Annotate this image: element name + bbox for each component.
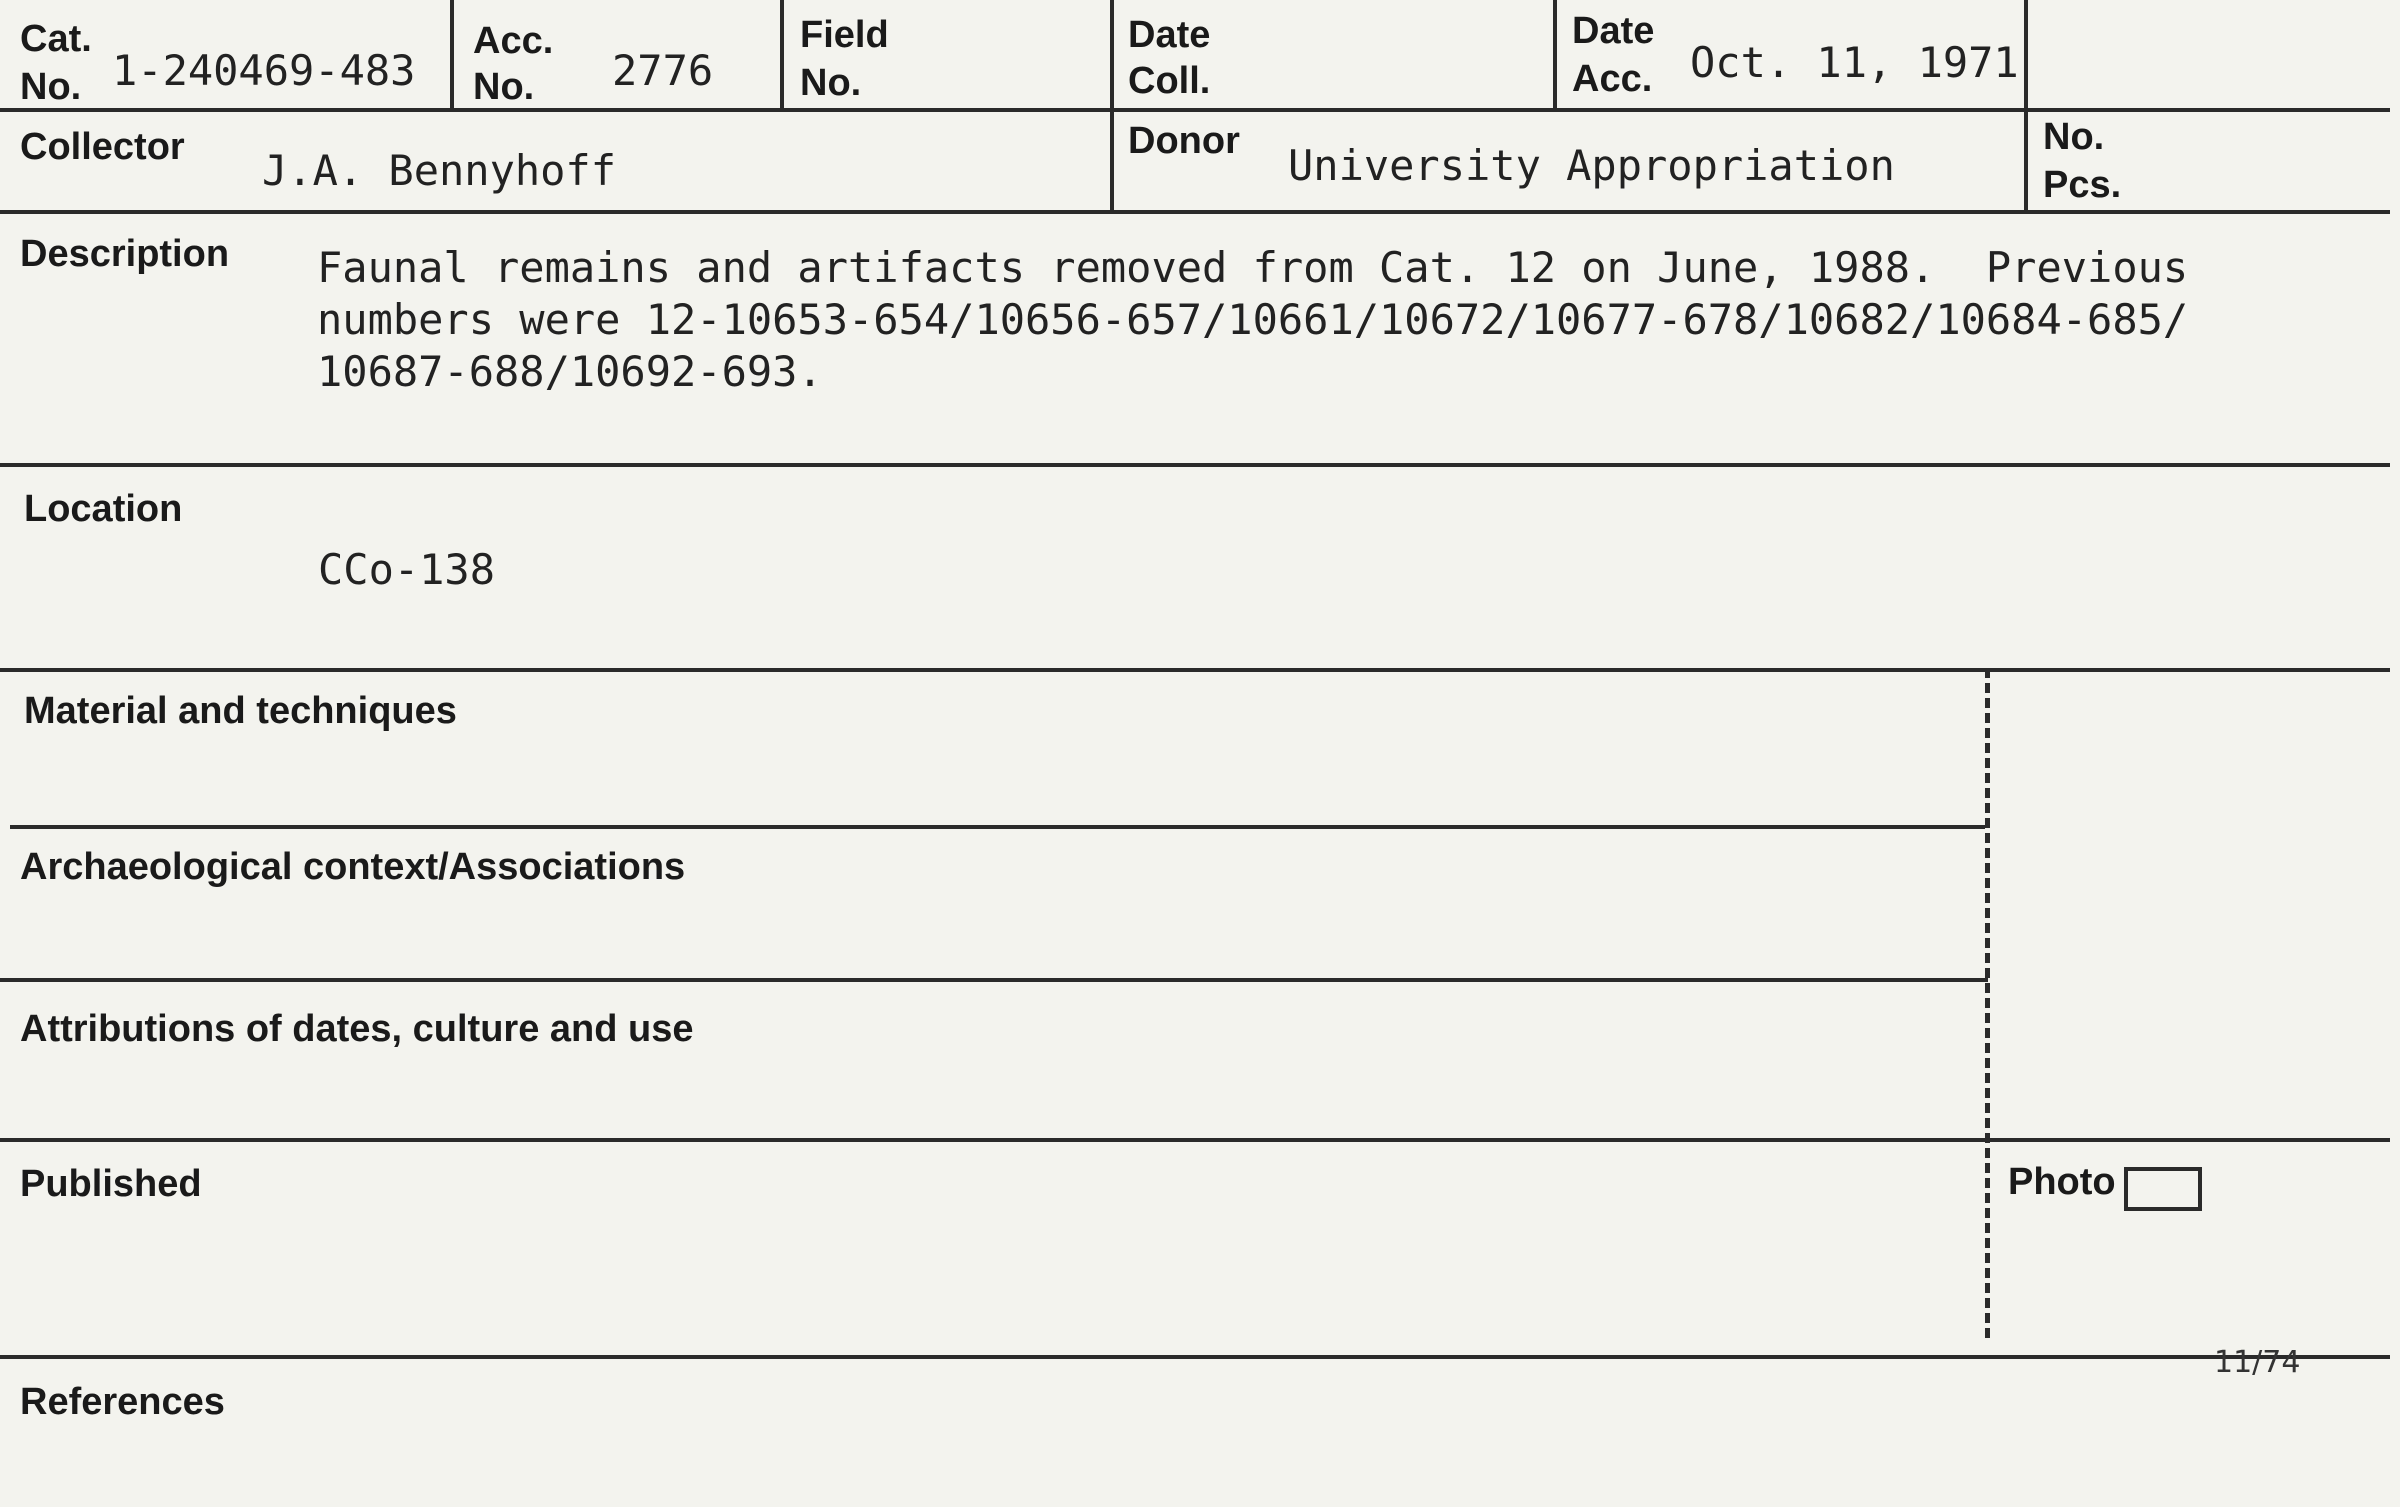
references-label: References xyxy=(20,1381,225,1423)
description-label: Description xyxy=(20,233,230,275)
collector-value: J.A. Bennyhoff xyxy=(262,146,617,195)
date-coll-label-line2: Coll. xyxy=(1128,60,1211,102)
field-label-line1: Field xyxy=(800,14,889,56)
donor-label: Donor xyxy=(1128,120,1240,162)
cat-label-line1: Cat. xyxy=(20,18,92,60)
date-acc-label-line2: Acc. xyxy=(1572,58,1653,100)
field-label-line2: No. xyxy=(800,62,862,104)
collector-label: Collector xyxy=(20,126,185,168)
description-line-3: 10687-688/10692-693. xyxy=(317,347,823,396)
attributions-label: Attributions of dates, culture and use xyxy=(20,1008,694,1050)
cat-acc-divider xyxy=(450,0,454,108)
acc-label-line2: No. xyxy=(473,66,535,108)
top-row-bottom-rule xyxy=(0,108,2390,112)
donor-value: University Appropriation xyxy=(1288,141,1895,190)
cat-label-line2: No. xyxy=(20,66,82,108)
cat-number: 1-240469-483 xyxy=(112,46,416,95)
photo-checkbox[interactable] xyxy=(2124,1167,2202,1211)
date-acc-label-line1: Date xyxy=(1572,10,1655,52)
location-bottom-rule xyxy=(0,668,2390,672)
location-label: Location xyxy=(24,488,183,530)
photo-column-dashed-divider xyxy=(1985,668,1990,1338)
description-text xyxy=(317,242,2267,398)
material-bottom-rule xyxy=(10,825,1985,829)
card-date-note: 11/74 xyxy=(2214,1345,2301,1380)
acc-number: 2776 xyxy=(612,46,714,95)
pcs-label-line1: No. xyxy=(2043,116,2105,158)
material-label: Material and techniques xyxy=(24,690,457,732)
description-line-1: Faunal remains and artifacts removed from Cat. 12 on June, 1988. Previous xyxy=(317,243,2189,292)
published-label: Published xyxy=(20,1163,202,1205)
date-acc-value: Oct. 11, 1971 xyxy=(1690,38,2019,87)
acc-field-divider xyxy=(780,0,784,108)
description-bottom-rule xyxy=(0,463,2390,467)
published-bottom-rule xyxy=(0,1355,2390,1359)
description-line-2: numbers were 12-10653-654/10656-657/10661/10672/10677-678/10682/10684-685/ xyxy=(317,295,2189,344)
acc-label-line1: Acc. xyxy=(473,20,554,62)
photo-label: Photo xyxy=(2008,1161,2116,1203)
context-label: Archaeological context/Associations xyxy=(20,846,686,888)
attributions-bottom-rule xyxy=(0,1138,2390,1142)
context-bottom-rule xyxy=(0,978,1988,982)
dateacc-pcs-divider xyxy=(2024,0,2028,210)
collector-row-bottom-rule xyxy=(0,210,2390,214)
datecoll-dateacc-divider xyxy=(1553,0,1557,108)
pcs-label-line2: Pcs. xyxy=(2043,164,2122,206)
field-datecoll-divider xyxy=(1110,0,1114,210)
location-value: CCo-138 xyxy=(318,545,496,594)
date-coll-label-line1: Date xyxy=(1128,14,1211,56)
